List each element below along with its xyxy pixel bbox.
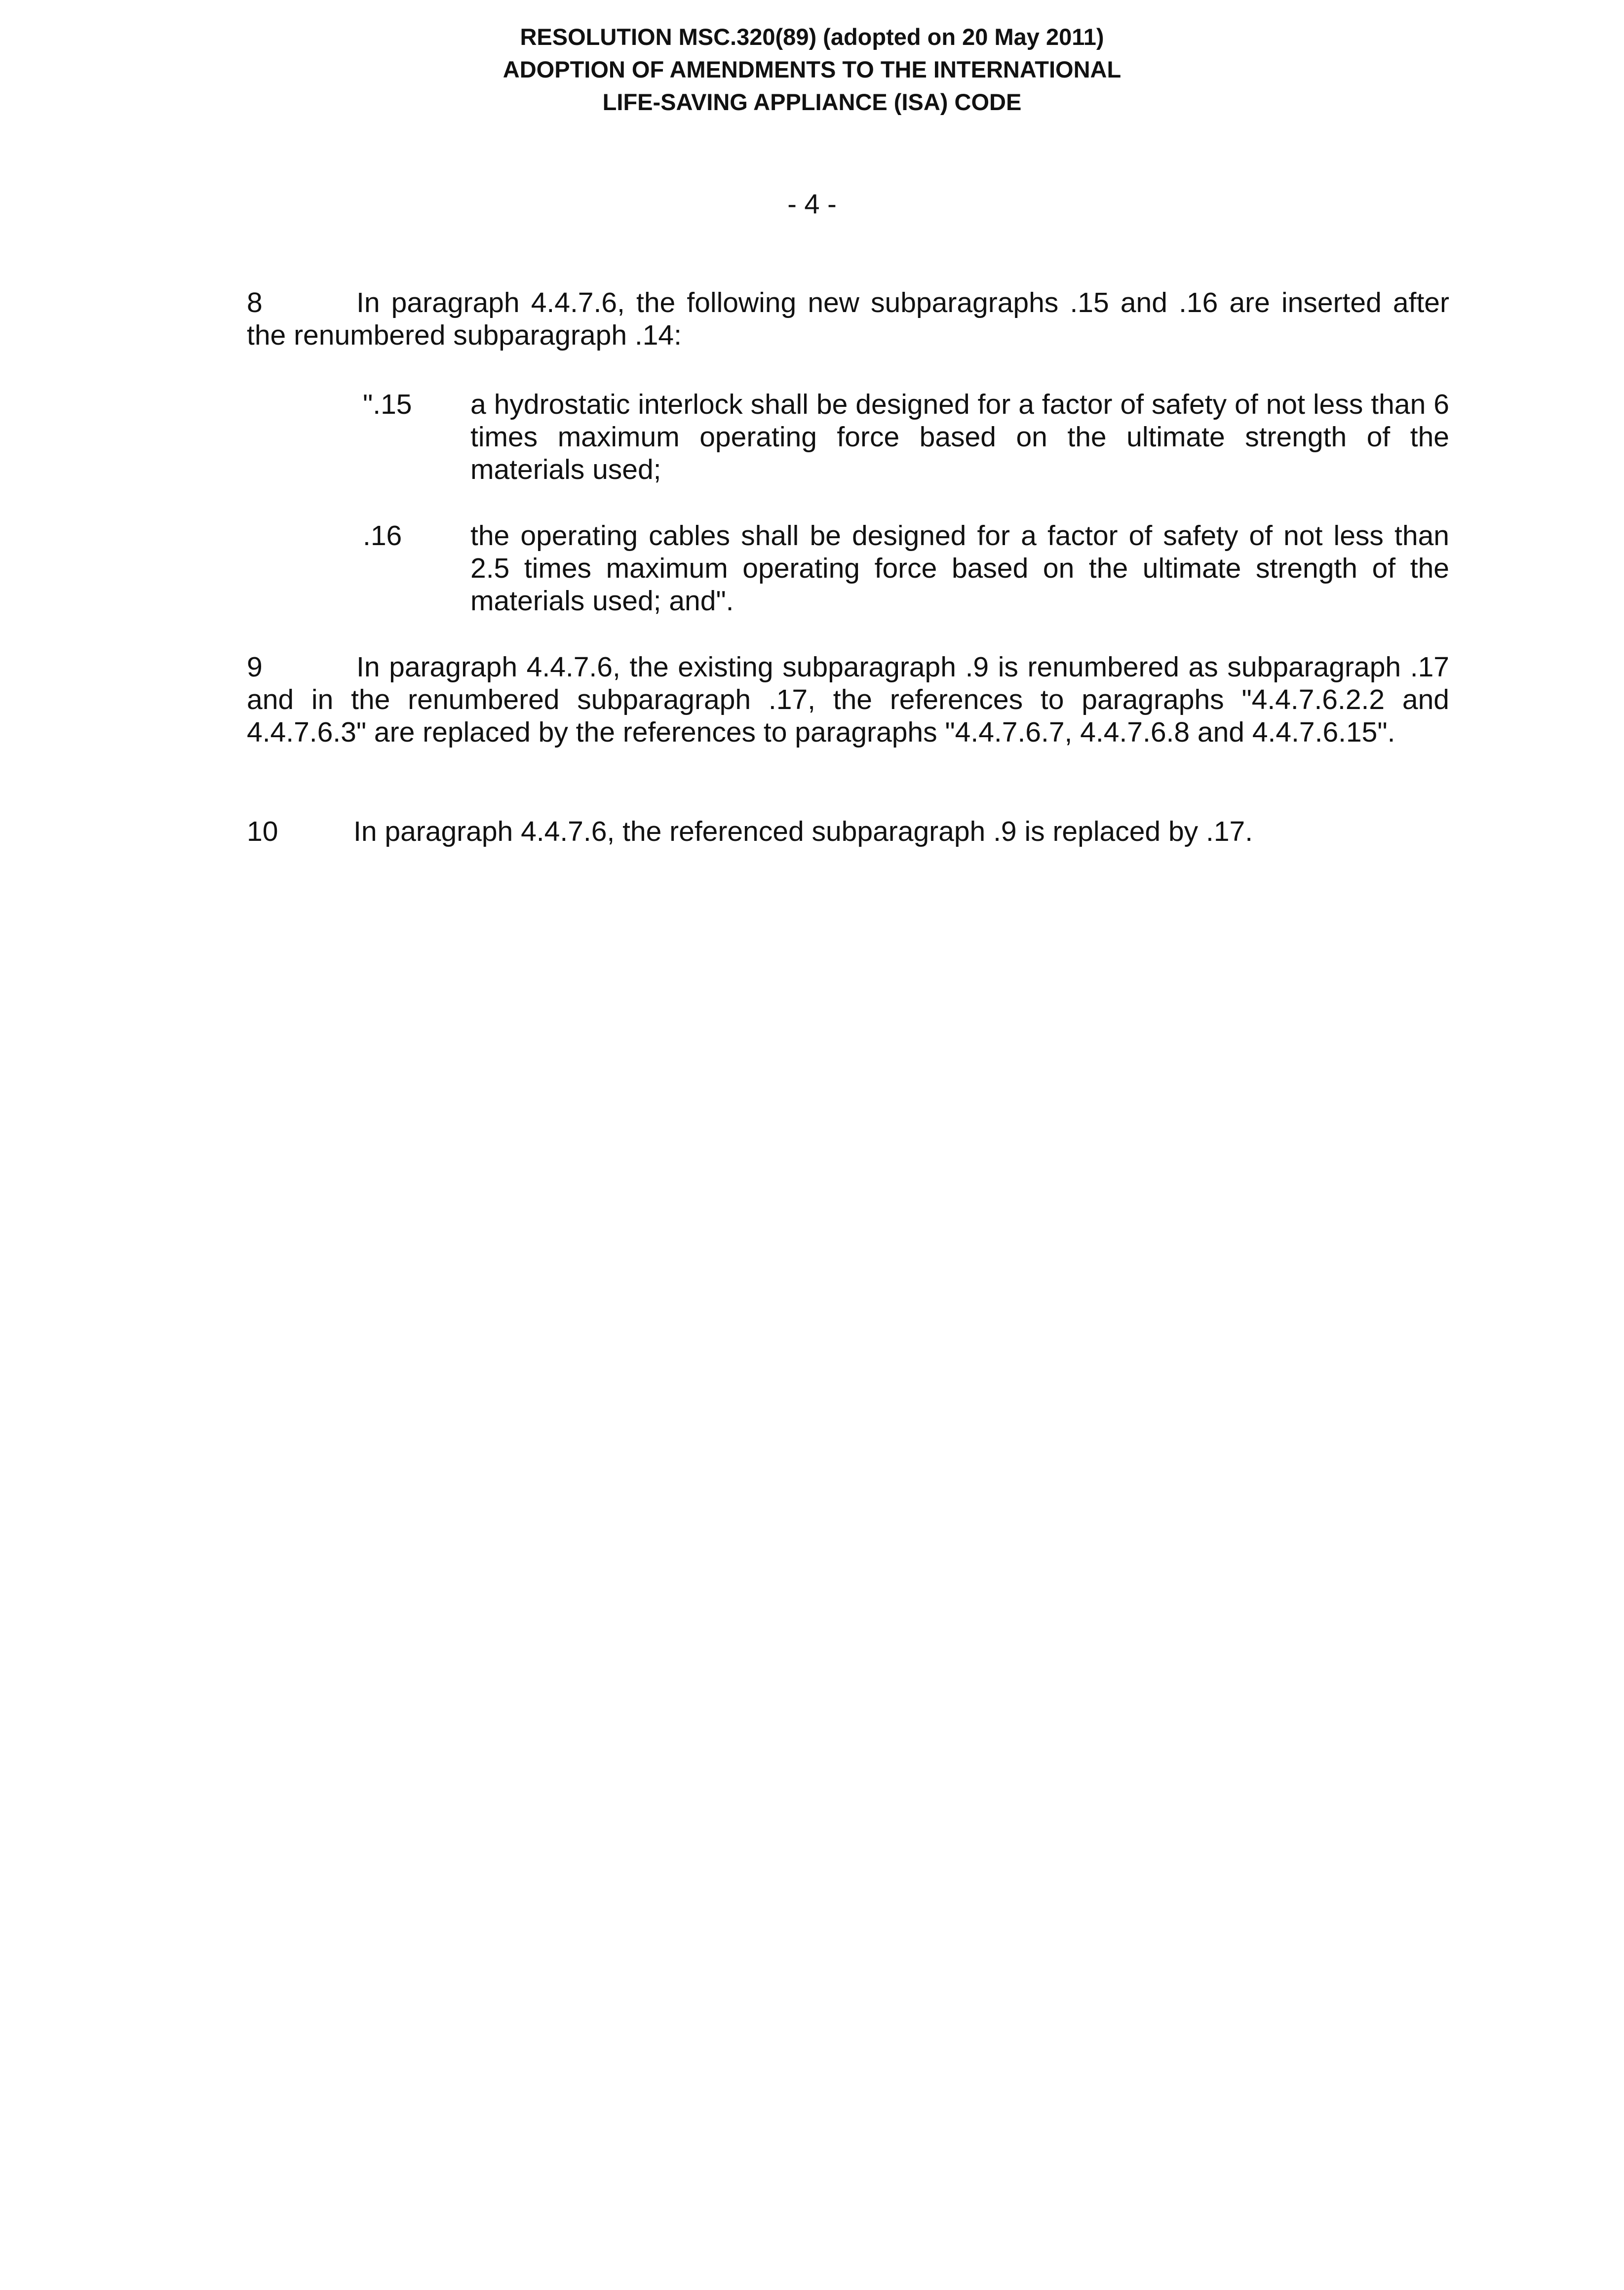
paragraph-8 bbox=[247, 286, 1449, 352]
subparagraph-number: .16 bbox=[363, 520, 402, 552]
subparagraph-number: ".15 bbox=[363, 389, 412, 420]
subparagraph-16 bbox=[363, 519, 1449, 617]
header-resolution-line: RESOLUTION MSC.320(89) (adopted on 20 May 2011) bbox=[520, 24, 1104, 50]
paragraph-text: In paragraph 4.4.7.6, the following new subparagraphs .15 and .16 are inserted after the renumbered subparagraph .14: bbox=[247, 287, 1449, 351]
paragraph-text: In paragraph 4.4.7.6, the existing subparagraph .9 is renumbered as subparagraph .17 and in the renumbered subparagraph .17, the references to paragraphs "4.4.7.6.2.2 and 4.4.7.6.3" are replaced by the references to paragraphs "4.4.7.6.7, 4.4.7.6.8 and 4.4.7.6.15". bbox=[247, 651, 1449, 748]
header-adoption-line: ADOPTION OF AMENDMENTS TO THE INTERNATIONAL bbox=[503, 56, 1121, 82]
paragraph-number: 10 bbox=[247, 816, 278, 847]
paragraph-number: 9 bbox=[247, 651, 263, 683]
document-header bbox=[0, 21, 1624, 118]
subparagraph-text: a hydrostatic interlock shall be designed for a factor of safety of not less than 6 times maximum operating force based on the ultimate strength of the materials used; bbox=[470, 389, 1449, 485]
paragraph-number: 8 bbox=[247, 287, 263, 318]
page-number: - 4 - bbox=[787, 188, 837, 219]
subparagraph-15 bbox=[363, 388, 1449, 486]
paragraph-10 bbox=[247, 815, 1449, 848]
header-code-line: LIFE-SAVING APPLIANCE (ISA) CODE bbox=[602, 89, 1022, 115]
paragraph-9 bbox=[247, 651, 1449, 749]
subparagraph-text: the operating cables shall be designed for a factor of safety of not less than 2.5 times maximum operating force based on the ultimate strength of the materials used; and". bbox=[470, 520, 1449, 617]
paragraph-text: In paragraph 4.4.7.6, the referenced subparagraph .9 is replaced by .17. bbox=[353, 816, 1253, 847]
